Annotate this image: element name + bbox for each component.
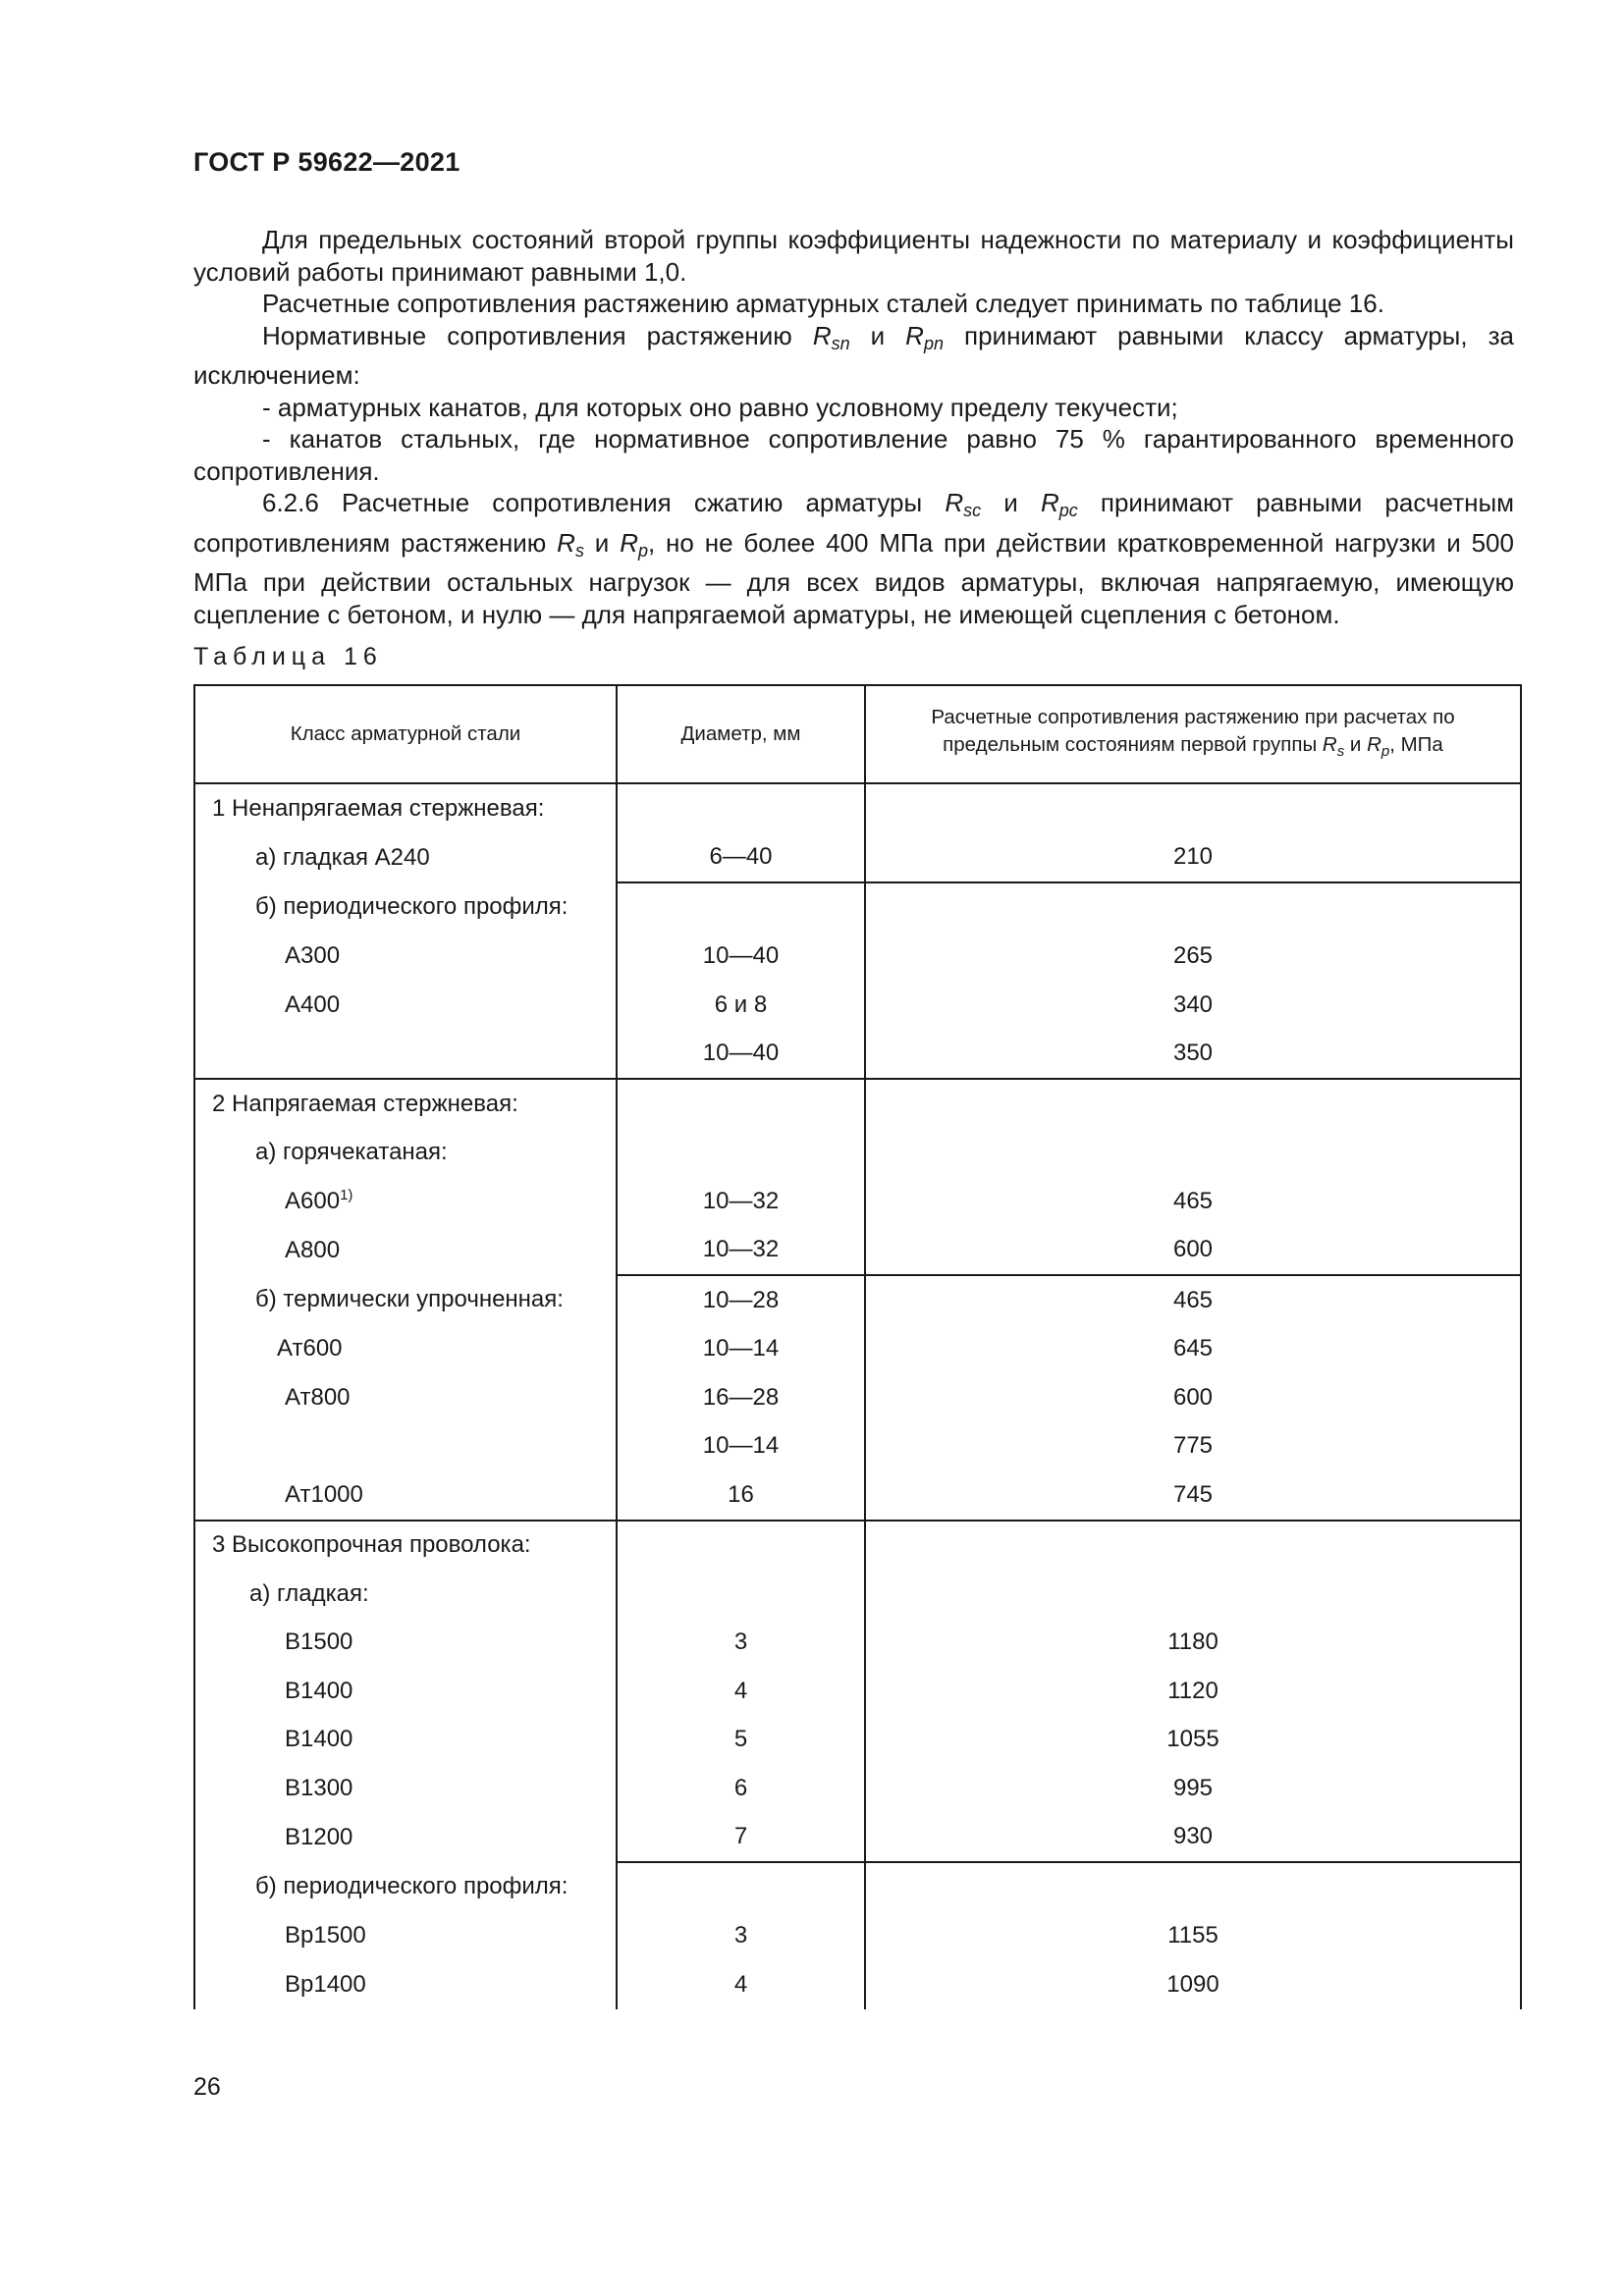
cell-resistance [865, 783, 1521, 833]
table-row [194, 1373, 1521, 1422]
cell-resistance: 1155 [865, 1912, 1521, 1961]
cell-diameter [617, 1570, 865, 1619]
cell-class: В1400 [194, 1667, 617, 1716]
cell-resistance: 350 [865, 1030, 1521, 1080]
table-row [194, 1667, 1521, 1716]
table-header-row [194, 685, 1521, 783]
cell-class: 2 Напрягаемая стержневая: [194, 1079, 617, 1129]
cell-resistance: 1120 [865, 1667, 1521, 1716]
cell-resistance: 465 [865, 1177, 1521, 1226]
cell-resistance: 340 [865, 981, 1521, 1030]
cell-class: а) горячекатаная: [194, 1129, 617, 1178]
cell-class: 1 Ненапрягаемая стержневая: [194, 783, 617, 833]
cell-resistance [865, 1129, 1521, 1178]
cell-class: А800 [194, 1226, 617, 1276]
cell-resistance: 600 [865, 1226, 1521, 1276]
cell-diameter: 7 [617, 1813, 865, 1863]
cell-resistance [865, 1079, 1521, 1129]
cell-diameter [617, 1079, 865, 1129]
document-code: ГОСТ Р 59622—2021 [193, 147, 460, 177]
cell-class: А300 [194, 933, 617, 982]
cell-resistance [865, 1570, 1521, 1619]
cell-class: 3 Высокопрочная проволока: [194, 1521, 617, 1571]
cell-diameter: 10—28 [617, 1275, 865, 1325]
cell-resistance: 465 [865, 1275, 1521, 1325]
table-row [194, 1619, 1521, 1668]
cell-class: а) гладкая А240 [194, 833, 617, 883]
cell-diameter: 16—28 [617, 1373, 865, 1422]
cell-resistance: 1180 [865, 1619, 1521, 1668]
paragraph: Нормативные сопротивления растяжению $R_{sn}$ и $R_{pn}$ принимают равными классу арматуры, за исключением: [193, 320, 1514, 390]
cell-resistance: 745 [865, 1470, 1521, 1521]
table-row [194, 1521, 1521, 1571]
cell-resistance [865, 1521, 1521, 1571]
cell-diameter: 5 [617, 1716, 865, 1765]
table-row [194, 1177, 1521, 1226]
cell-diameter: 3 [617, 1912, 865, 1961]
cell-diameter: 10—14 [617, 1422, 865, 1471]
cell-class: а) гладкая: [194, 1570, 617, 1619]
cell-resistance [865, 882, 1521, 933]
page-number: 26 [193, 2073, 221, 2101]
cell-class [194, 1030, 617, 1080]
data-table [193, 684, 1522, 2009]
cell-resistance: 600 [865, 1373, 1521, 1422]
table-row [194, 1764, 1521, 1813]
cell-resistance: 210 [865, 833, 1521, 883]
cell-diameter: 3 [617, 1619, 865, 1668]
table-row [194, 1960, 1521, 2009]
table-row [194, 783, 1521, 833]
cell-class: б) периодического профиля: [194, 882, 617, 933]
cell-class: Вр1400 [194, 1960, 617, 2009]
cell-diameter: 4 [617, 1667, 865, 1716]
cell-class: А600$^{1)}$ [194, 1177, 617, 1226]
cell-resistance [865, 1862, 1521, 1912]
cell-class: Ат600 [194, 1325, 617, 1374]
cell-resistance: 1090 [865, 1960, 1521, 2009]
table-row [194, 1325, 1521, 1374]
cell-diameter: 10—14 [617, 1325, 865, 1374]
table-row [194, 1470, 1521, 1521]
table-row [194, 1030, 1521, 1080]
table-row [194, 1813, 1521, 1863]
cell-diameter: 6—40 [617, 833, 865, 883]
table-row [194, 1912, 1521, 1961]
cell-class: А400 [194, 981, 617, 1030]
table-row [194, 1422, 1521, 1471]
cell-diameter: 10—40 [617, 933, 865, 982]
table-row [194, 1275, 1521, 1325]
cell-class: Ат800 [194, 1373, 617, 1422]
paragraph: 6.2.6 Расчетные сопротивления сжатию арматуры $R_{sc}$ и $R_{pc}$ принимают равными расчетным сопротивлениям растяжению $R_s$ и $R_p$, но не более 400 МПа при действии кратковременной нагрузки и 500 МПа при действии остальных нагрузок — для всех видов арматуры, включая напрягаемую, имеющую сцепление с бетоном, и нулю — для напрягаемой арматуры, не имеющей сцепления с бетоном. [193, 488, 1515, 629]
cell-diameter [617, 1129, 865, 1178]
cell-resistance: 775 [865, 1422, 1521, 1471]
paragraph: Расчетные сопротивления растяжению арматурных сталей следует принимать по таблице 16. [262, 289, 1384, 318]
column-header-resistance: Расчетные сопротивления растяжению при расчетах по предельным состояниям первой группы $R_s$ и $R_p$, МПа [865, 685, 1521, 783]
cell-class: В1500 [194, 1619, 617, 1668]
cell-class [194, 1422, 617, 1471]
cell-diameter [617, 783, 865, 833]
paragraph: - канатов стальных, где нормативное сопротивление равно 75 % гарантированного временного сопротивления. [193, 424, 1514, 486]
cell-class: Ат1000 [194, 1470, 617, 1521]
body-text [193, 224, 1514, 630]
table-row [194, 882, 1521, 933]
cell-class: В1200 [194, 1813, 617, 1863]
cell-resistance: 1055 [865, 1716, 1521, 1765]
cell-diameter: 6 и 8 [617, 981, 865, 1030]
table-caption: Таблица 16 [193, 643, 383, 670]
table-row [194, 1079, 1521, 1129]
cell-diameter: 6 [617, 1764, 865, 1813]
cell-diameter: 10—32 [617, 1177, 865, 1226]
table-row [194, 1129, 1521, 1178]
cell-resistance: 265 [865, 933, 1521, 982]
cell-resistance: 995 [865, 1764, 1521, 1813]
cell-class: б) термически упрочненная: [194, 1275, 617, 1325]
cell-class: В1300 [194, 1764, 617, 1813]
cell-diameter: 4 [617, 1960, 865, 2009]
table-row [194, 1570, 1521, 1619]
table-row [194, 833, 1521, 883]
paragraph: - арматурных канатов, для которых оно равно условному пределу текучести; [262, 392, 1178, 422]
cell-diameter [617, 1521, 865, 1571]
cell-class: б) периодического профиля: [194, 1862, 617, 1912]
table-row [194, 981, 1521, 1030]
cell-diameter [617, 1862, 865, 1912]
column-header-class: Класс арматурной стали [194, 685, 617, 783]
cell-resistance: 645 [865, 1325, 1521, 1374]
cell-diameter: 16 [617, 1470, 865, 1521]
paragraph: Для предельных состояний второй группы коэффициенты надежности по материалу и коэффициенты условий работы принимают равными 1,0. [193, 225, 1514, 287]
cell-class: В1400 [194, 1716, 617, 1765]
cell-resistance: 930 [865, 1813, 1521, 1863]
table-row [194, 1716, 1521, 1765]
column-header-diameter: Диаметр, мм [617, 685, 865, 783]
table-row [194, 1226, 1521, 1276]
table-row [194, 1862, 1521, 1912]
cell-diameter [617, 882, 865, 933]
cell-diameter: 10—32 [617, 1226, 865, 1276]
cell-diameter: 10—40 [617, 1030, 865, 1080]
table-row [194, 933, 1521, 982]
cell-class: Вр1500 [194, 1912, 617, 1961]
